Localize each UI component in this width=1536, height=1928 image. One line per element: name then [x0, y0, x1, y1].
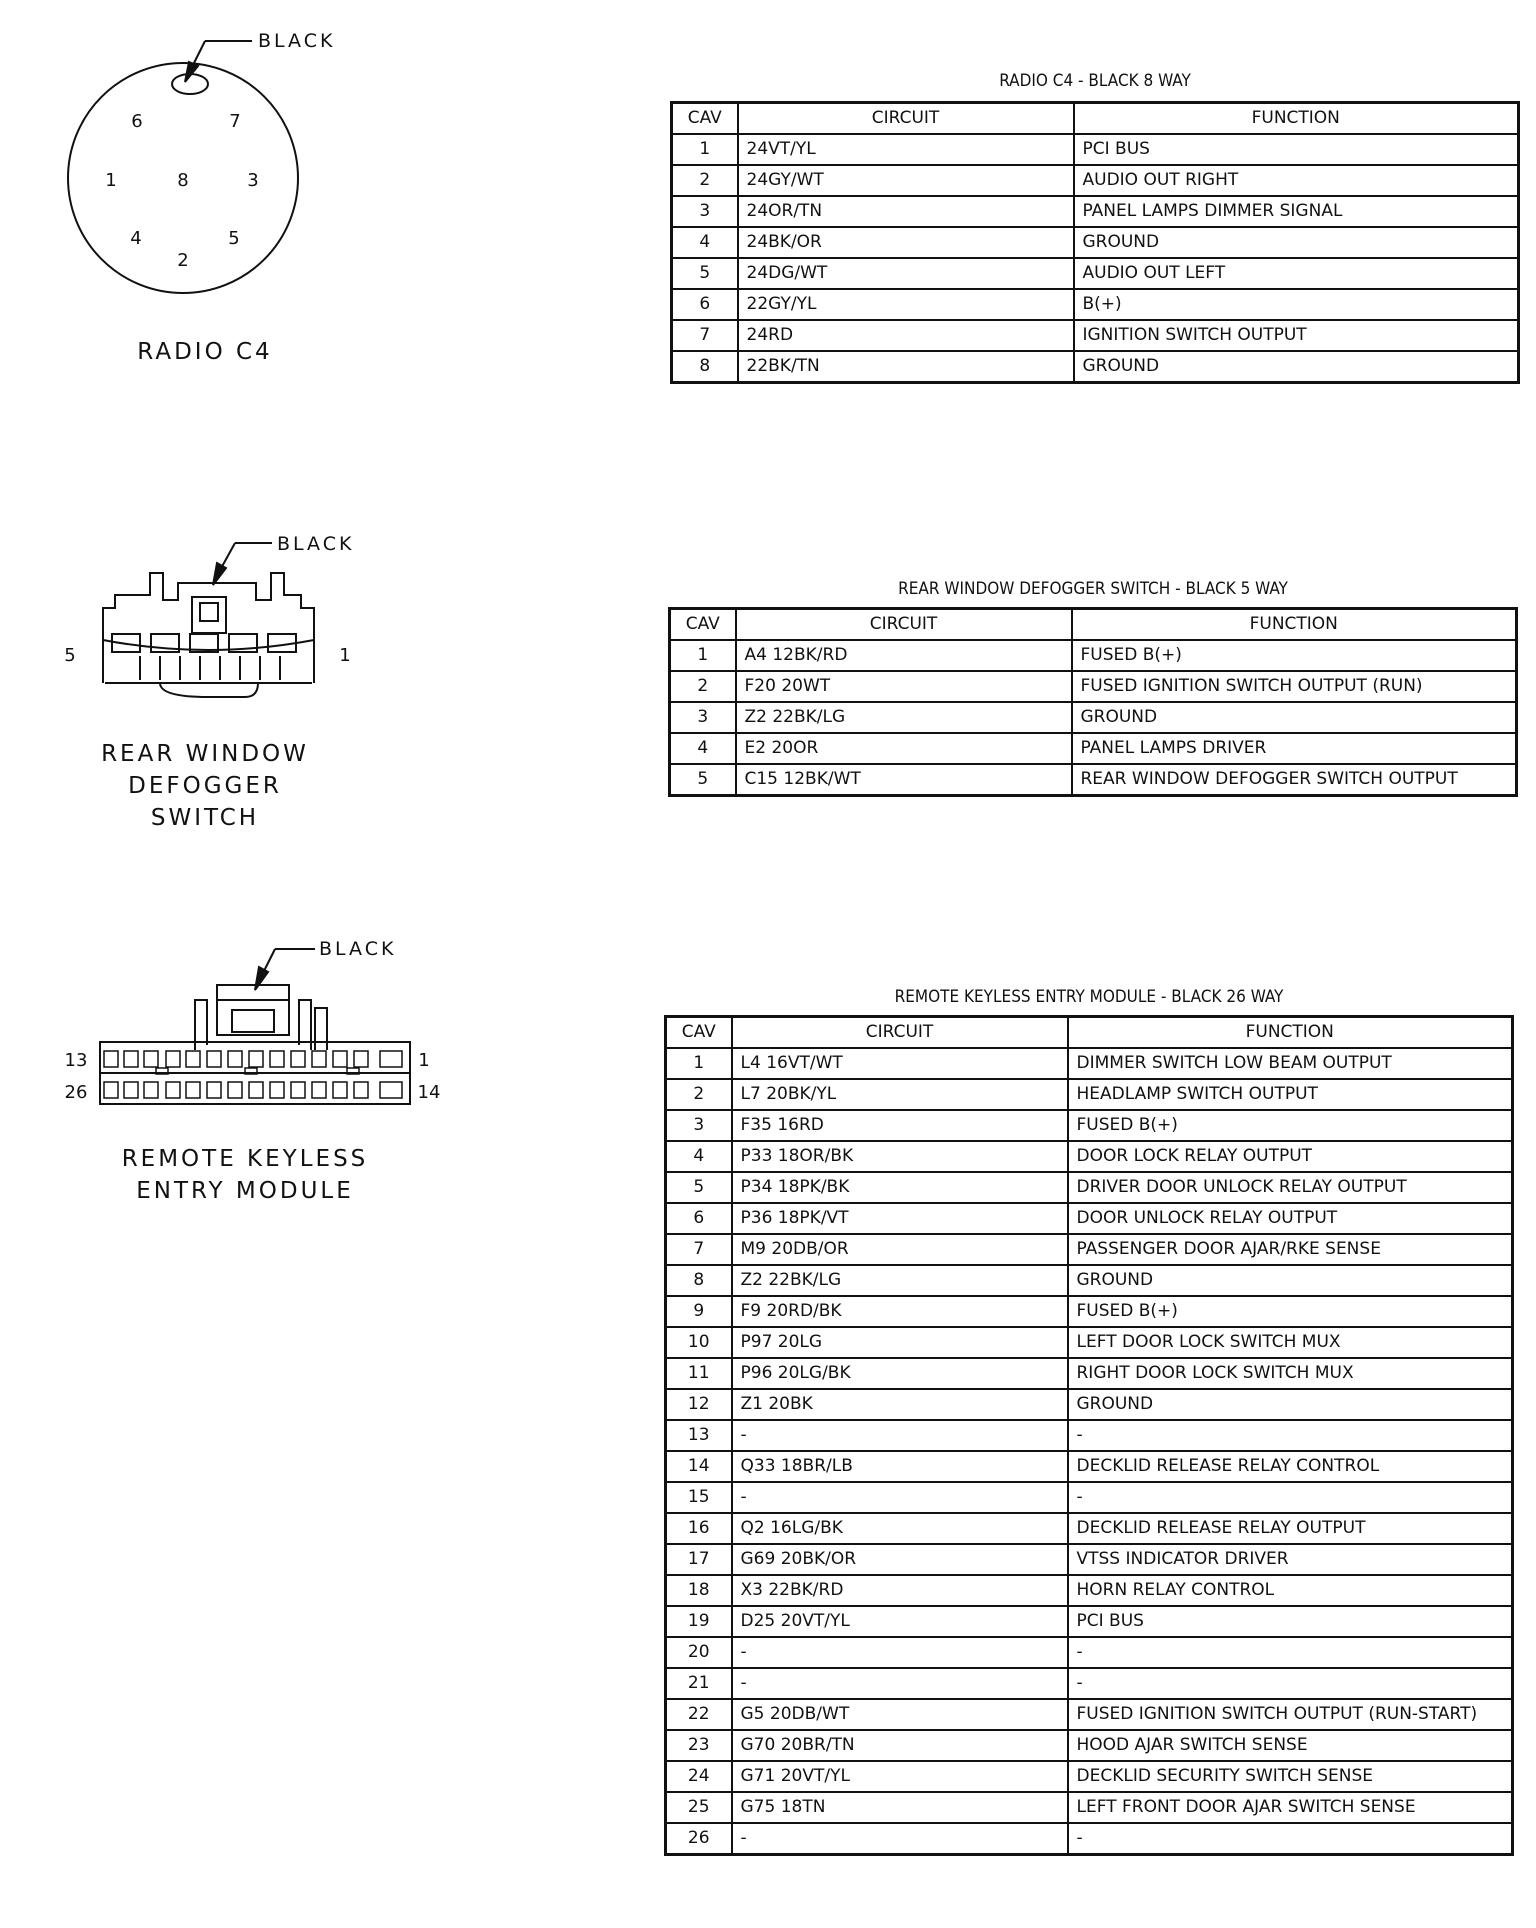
function-cell: - — [1068, 1823, 1513, 1855]
defogger-key-arrow-icon — [213, 563, 226, 585]
function-cell: DOOR LOCK RELAY OUTPUT — [1068, 1141, 1513, 1172]
function-cell: GROUND — [1074, 351, 1519, 383]
function-cell: DECKLID RELEASE RELAY CONTROL — [1068, 1451, 1513, 1482]
function-cell: GROUND — [1074, 227, 1519, 258]
table-row — [672, 258, 1519, 289]
circuit-cell: 22BK/TN — [738, 351, 1074, 383]
function-cell: AUDIO OUT LEFT — [1074, 258, 1519, 289]
table-row — [666, 1141, 1513, 1172]
cav-cell: 2 — [666, 1079, 732, 1110]
cav-cell: 6 — [666, 1203, 732, 1234]
circuit-cell: E2 20OR — [736, 733, 1072, 764]
rke-pin-label: 14 — [417, 1082, 441, 1103]
function-cell: PASSENGER DOOR AJAR/RKE SENSE — [1068, 1234, 1513, 1265]
function-cell: DRIVER DOOR UNLOCK RELAY OUTPUT — [1068, 1172, 1513, 1203]
function-cell: PANEL LAMPS DRIVER — [1072, 733, 1517, 764]
circuit-cell: - — [732, 1420, 1068, 1451]
table-row — [666, 1513, 1513, 1544]
header-cav: CAV — [672, 103, 738, 135]
cav-cell: 1 — [666, 1048, 732, 1079]
cav-cell: 20 — [666, 1637, 732, 1668]
cav-cell: 3 — [672, 196, 738, 227]
radio-pin-label: 2 — [177, 250, 189, 271]
defogger-connector-label — [60, 738, 350, 834]
radio-pin-label: 5 — [228, 228, 240, 249]
table-row — [666, 1823, 1513, 1855]
circuit-cell: - — [732, 1668, 1068, 1699]
table-body — [670, 640, 1517, 796]
circuit-cell: G71 20VT/YL — [732, 1761, 1068, 1792]
rke-connector-label — [60, 1143, 430, 1207]
circuit-cell: F9 20RD/BK — [732, 1296, 1068, 1327]
circuit-cell: P36 18PK/VT — [732, 1203, 1068, 1234]
table-row — [666, 1048, 1513, 1079]
function-cell: VTSS INDICATOR DRIVER — [1068, 1544, 1513, 1575]
header-circuit: CIRCUIT — [732, 1017, 1068, 1049]
cav-cell: 10 — [666, 1327, 732, 1358]
table-header — [666, 1017, 1513, 1049]
cav-cell: 18 — [666, 1575, 732, 1606]
circuit-cell: G75 18TN — [732, 1792, 1068, 1823]
radio-pin-label: 4 — [130, 228, 142, 249]
table-row — [666, 1358, 1513, 1389]
radio-pinout-table — [670, 101, 1520, 384]
label-line: DEFOGGER — [128, 773, 282, 799]
cav-cell: 1 — [672, 134, 738, 165]
radio-key-arrow-icon — [185, 62, 198, 82]
cav-cell: 22 — [666, 1699, 732, 1730]
circuit-cell: C15 12BK/WT — [736, 764, 1072, 796]
circuit-cell: P33 18OR/BK — [732, 1141, 1068, 1172]
table-row — [672, 351, 1519, 383]
header-cav: CAV — [666, 1017, 732, 1049]
table-header — [672, 103, 1519, 135]
function-cell: GROUND — [1072, 702, 1517, 733]
cav-cell: 4 — [666, 1141, 732, 1172]
rke-connector-body — [100, 949, 410, 1104]
table-row — [666, 1172, 1513, 1203]
function-cell: - — [1068, 1637, 1513, 1668]
header-function: FUNCTION — [1072, 609, 1517, 641]
function-cell: HEADLAMP SWITCH OUTPUT — [1068, 1079, 1513, 1110]
table-row — [666, 1637, 1513, 1668]
table-row — [666, 1544, 1513, 1575]
defogger-color-callout: BLACK — [277, 533, 355, 555]
circuit-cell: - — [732, 1823, 1068, 1855]
function-cell: GROUND — [1068, 1265, 1513, 1296]
cav-cell: 4 — [670, 733, 736, 764]
circuit-cell: Z2 22BK/LG — [736, 702, 1072, 733]
circuit-cell: X3 22BK/RD — [732, 1575, 1068, 1606]
table-row — [670, 702, 1517, 733]
header-circuit: CIRCUIT — [736, 609, 1072, 641]
cav-cell: 13 — [666, 1420, 732, 1451]
cav-cell: 8 — [666, 1265, 732, 1296]
header-function: FUNCTION — [1068, 1017, 1513, 1049]
function-cell: DIMMER SWITCH LOW BEAM OUTPUT — [1068, 1048, 1513, 1079]
table-row — [666, 1792, 1513, 1823]
function-cell: HOOD AJAR SWITCH SENSE — [1068, 1730, 1513, 1761]
rke-pin-label: 13 — [64, 1050, 88, 1071]
label-line: ENTRY MODULE — [136, 1178, 354, 1204]
table-row — [666, 1606, 1513, 1637]
function-cell: PCI BUS — [1068, 1606, 1513, 1637]
cav-cell: 16 — [666, 1513, 732, 1544]
table-header — [670, 609, 1517, 641]
table-row — [672, 227, 1519, 258]
table-row — [670, 671, 1517, 702]
rke-color-callout: BLACK — [319, 938, 397, 960]
table-row — [666, 1296, 1513, 1327]
cav-cell: 5 — [666, 1172, 732, 1203]
label-line: REAR WINDOW — [101, 741, 309, 767]
table-row — [672, 134, 1519, 165]
table-row — [672, 320, 1519, 351]
circuit-cell: 24VT/YL — [738, 134, 1074, 165]
cav-cell: 17 — [666, 1544, 732, 1575]
circuit-cell: 24DG/WT — [738, 258, 1074, 289]
table-row — [666, 1265, 1513, 1296]
table-row — [672, 165, 1519, 196]
circuit-cell: G69 20BK/OR — [732, 1544, 1068, 1575]
function-cell: FUSED B(+) — [1068, 1296, 1513, 1327]
table-row — [666, 1761, 1513, 1792]
table-row — [666, 1079, 1513, 1110]
circuit-cell: G5 20DB/WT — [732, 1699, 1068, 1730]
table-row — [670, 640, 1517, 671]
radio-pin-label: 7 — [229, 111, 241, 132]
cav-cell: 15 — [666, 1482, 732, 1513]
cav-cell: 5 — [672, 258, 738, 289]
function-cell: PANEL LAMPS DIMMER SIGNAL — [1074, 196, 1519, 227]
table-row — [666, 1203, 1513, 1234]
function-cell: HORN RELAY CONTROL — [1068, 1575, 1513, 1606]
defogger-pinout-table — [668, 607, 1518, 797]
cav-cell: 26 — [666, 1823, 732, 1855]
defogger-connector-body — [103, 543, 314, 697]
cav-cell: 1 — [670, 640, 736, 671]
table-row — [672, 196, 1519, 227]
table-row — [670, 733, 1517, 764]
function-cell: FUSED IGNITION SWITCH OUTPUT (RUN-START) — [1068, 1699, 1513, 1730]
cav-cell: 21 — [666, 1668, 732, 1699]
cav-cell: 3 — [670, 702, 736, 733]
table-row — [666, 1699, 1513, 1730]
function-cell: DECKLID RELEASE RELAY OUTPUT — [1068, 1513, 1513, 1544]
cav-cell: 25 — [666, 1792, 732, 1823]
defogger-table-title: REAR WINDOW DEFOGGER SWITCH - BLACK 5 WAY — [898, 579, 1288, 599]
rke-pinout-table — [664, 1015, 1514, 1856]
function-cell: REAR WINDOW DEFOGGER SWITCH OUTPUT — [1072, 764, 1517, 796]
circuit-cell: 24RD — [738, 320, 1074, 351]
rke-pin-cells — [104, 1051, 402, 1098]
table-row — [666, 1389, 1513, 1420]
circuit-cell: Z2 22BK/LG — [732, 1265, 1068, 1296]
cav-cell: 23 — [666, 1730, 732, 1761]
table-row — [666, 1451, 1513, 1482]
function-cell: DOOR UNLOCK RELAY OUTPUT — [1068, 1203, 1513, 1234]
circuit-cell: M9 20DB/OR — [732, 1234, 1068, 1265]
function-cell: - — [1068, 1668, 1513, 1699]
circuit-cell: 24OR/TN — [738, 196, 1074, 227]
circuit-cell: P34 18PK/BK — [732, 1172, 1068, 1203]
rke-table-title: REMOTE KEYLESS ENTRY MODULE - BLACK 26 WAY — [894, 987, 1284, 1007]
cav-cell: 4 — [672, 227, 738, 258]
cav-cell: 7 — [672, 320, 738, 351]
circuit-cell: - — [732, 1637, 1068, 1668]
table-row — [666, 1234, 1513, 1265]
radio-connector-label — [60, 336, 350, 368]
function-cell: LEFT FRONT DOOR AJAR SWITCH SENSE — [1068, 1792, 1513, 1823]
function-cell: - — [1068, 1482, 1513, 1513]
radio-pin-label: 1 — [105, 170, 117, 191]
function-cell: GROUND — [1068, 1389, 1513, 1420]
function-cell: FUSED B(+) — [1068, 1110, 1513, 1141]
cav-cell: 2 — [670, 671, 736, 702]
circuit-cell: P96 20LG/BK — [732, 1358, 1068, 1389]
circuit-cell: D25 20VT/YL — [732, 1606, 1068, 1637]
cav-cell: 12 — [666, 1389, 732, 1420]
function-cell: PCI BUS — [1074, 134, 1519, 165]
cav-cell: 3 — [666, 1110, 732, 1141]
circuit-cell: Q33 18BR/LB — [732, 1451, 1068, 1482]
function-cell: FUSED B(+) — [1072, 640, 1517, 671]
cav-cell: 19 — [666, 1606, 732, 1637]
function-cell: LEFT DOOR LOCK SWITCH MUX — [1068, 1327, 1513, 1358]
circuit-cell: L7 20BK/YL — [732, 1079, 1068, 1110]
circuit-cell: Q2 16LG/BK — [732, 1513, 1068, 1544]
table-body — [666, 1048, 1513, 1855]
circuit-cell: 24GY/WT — [738, 165, 1074, 196]
label-line: SWITCH — [150, 805, 260, 831]
defogger-pin-label: 5 — [64, 645, 76, 666]
cav-cell: 2 — [672, 165, 738, 196]
defogger-pin-label: 1 — [339, 645, 351, 666]
function-cell: B(+) — [1074, 289, 1519, 320]
table-row — [666, 1327, 1513, 1358]
radio-pin-label: 8 — [177, 170, 189, 191]
rke-key-arrow-icon — [255, 967, 268, 990]
radio-color-callout: BLACK — [258, 30, 336, 52]
function-cell: - — [1068, 1420, 1513, 1451]
function-cell: DECKLID SECURITY SWITCH SENSE — [1068, 1761, 1513, 1792]
header-function: FUNCTION — [1074, 103, 1519, 135]
cav-cell: 24 — [666, 1761, 732, 1792]
table-body — [672, 134, 1519, 383]
rke-pin-label: 26 — [64, 1082, 88, 1103]
table-row — [666, 1575, 1513, 1606]
radio-pin-label: 3 — [247, 170, 259, 191]
function-cell: FUSED IGNITION SWITCH OUTPUT (RUN) — [1072, 671, 1517, 702]
cav-cell: 14 — [666, 1451, 732, 1482]
function-cell: IGNITION SWITCH OUTPUT — [1074, 320, 1519, 351]
header-cav: CAV — [670, 609, 736, 641]
rke-pin-label: 1 — [418, 1050, 430, 1071]
radio-table-title: RADIO C4 - BLACK 8 WAY — [999, 71, 1191, 91]
cav-cell: 9 — [666, 1296, 732, 1327]
circuit-cell: 24BK/OR — [738, 227, 1074, 258]
table-row — [666, 1730, 1513, 1761]
circuit-cell: P97 20LG — [732, 1327, 1068, 1358]
header-circuit: CIRCUIT — [738, 103, 1074, 135]
circuit-cell: G70 20BR/TN — [732, 1730, 1068, 1761]
circuit-cell: 22GY/YL — [738, 289, 1074, 320]
label-line: RADIO C4 — [137, 339, 273, 365]
circuit-cell: Z1 20BK — [732, 1389, 1068, 1420]
label-line: REMOTE KEYLESS — [121, 1146, 369, 1172]
table-row — [672, 289, 1519, 320]
function-cell: AUDIO OUT RIGHT — [1074, 165, 1519, 196]
cav-cell: 11 — [666, 1358, 732, 1389]
circuit-cell: L4 16VT/WT — [732, 1048, 1068, 1079]
cav-cell: 8 — [672, 351, 738, 383]
table-row — [670, 764, 1517, 796]
table-row — [666, 1482, 1513, 1513]
cav-cell: 6 — [672, 289, 738, 320]
radio-pin-label: 6 — [131, 111, 143, 132]
circuit-cell: - — [732, 1482, 1068, 1513]
cav-cell: 7 — [666, 1234, 732, 1265]
table-row — [666, 1668, 1513, 1699]
function-cell: RIGHT DOOR LOCK SWITCH MUX — [1068, 1358, 1513, 1389]
circuit-cell: F20 20WT — [736, 671, 1072, 702]
table-row — [666, 1420, 1513, 1451]
circuit-cell: F35 16RD — [732, 1110, 1068, 1141]
table-row — [666, 1110, 1513, 1141]
cav-cell: 5 — [670, 764, 736, 796]
circuit-cell: A4 12BK/RD — [736, 640, 1072, 671]
